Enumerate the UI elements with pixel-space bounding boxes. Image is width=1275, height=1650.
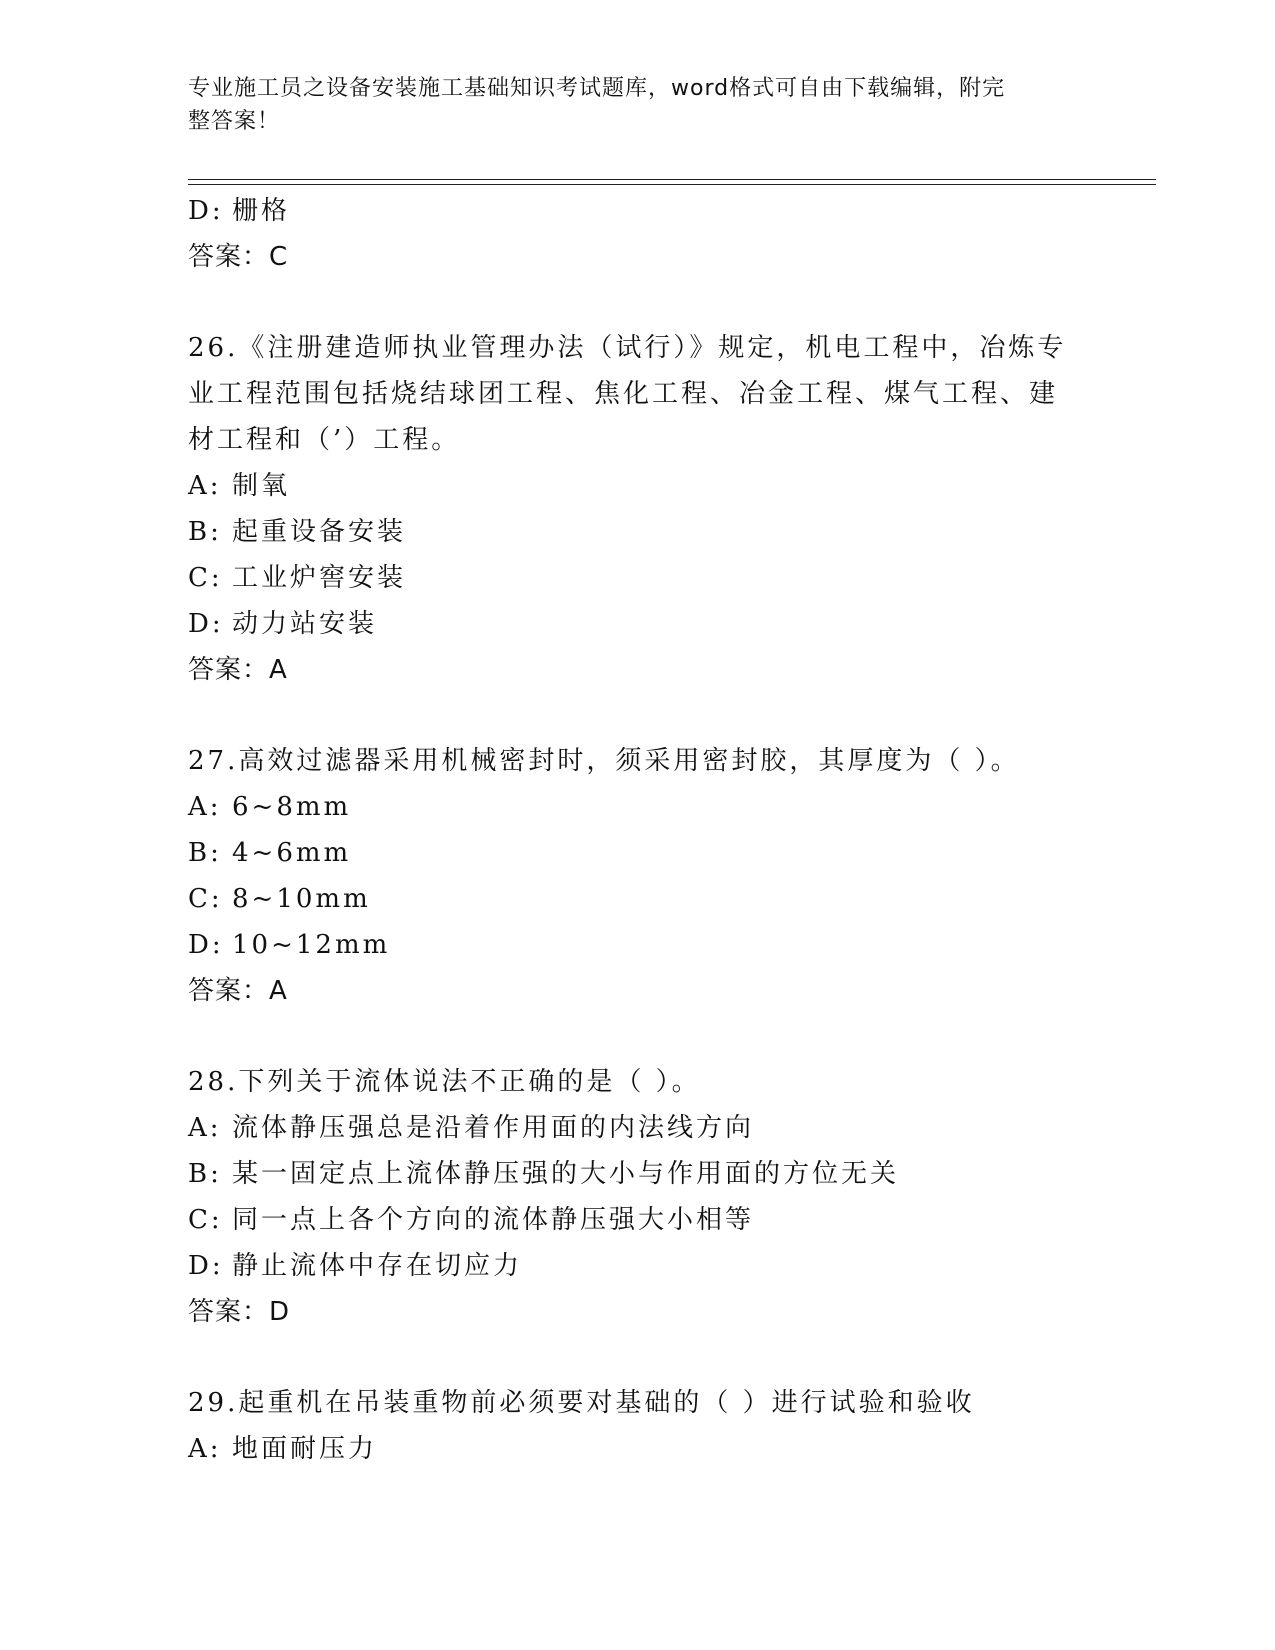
option-key: B: xyxy=(188,838,222,868)
document-header xyxy=(188,72,1068,138)
q28-option-c xyxy=(188,1197,1088,1243)
q27-option-b xyxy=(188,830,1088,876)
q28-option-d xyxy=(188,1243,1088,1289)
option-text: 起重设备安装 xyxy=(232,517,407,547)
option-text: 地面耐压力 xyxy=(232,1434,378,1464)
option-text: 10~12mm xyxy=(232,930,391,960)
option-key: C: xyxy=(188,884,223,914)
document-body xyxy=(188,188,1088,1472)
q29-stem: 29.起重机在吊装重物前必须要对基础的（ ）进行试验和验收 xyxy=(188,1388,975,1418)
option-key: A: xyxy=(188,471,222,501)
q25-option-d xyxy=(188,188,1088,234)
q26-option-c xyxy=(188,555,1088,601)
option-key: D: xyxy=(188,196,224,226)
header-divider-top xyxy=(188,179,1156,180)
q28-option-b xyxy=(188,1151,1088,1197)
option-text: 栅格 xyxy=(232,196,291,226)
option-text: 同一点上各个方向的流体静压强大小相等 xyxy=(232,1205,755,1235)
q26-option-d xyxy=(188,601,1088,647)
option-text: 流体静压强总是沿着作用面的内法线方向 xyxy=(232,1113,755,1143)
option-text: 工业炉窖安装 xyxy=(232,563,407,593)
option-key: C: xyxy=(188,1205,223,1235)
q27-option-d xyxy=(188,922,1088,968)
q27-stem: 27.高效过滤器采用机械密封时，须采用密封胶，其厚度为（ ）。 xyxy=(188,746,1020,776)
q27-answer: 答案：A xyxy=(188,976,288,1006)
option-key: C: xyxy=(188,563,223,593)
q27-option-c xyxy=(188,876,1088,922)
option-key: D: xyxy=(188,609,224,639)
option-key: B: xyxy=(188,517,222,547)
q29-option-a xyxy=(188,1426,1088,1472)
option-text: 动力站安装 xyxy=(232,609,378,639)
q28-option-a xyxy=(188,1105,1088,1151)
q26-stem-line-2: 业工程范围包括烧结球团工程、焦化工程、冶金工程、煤气工程、建 xyxy=(188,379,1059,409)
option-text: 静止流体中存在切应力 xyxy=(232,1251,523,1281)
q26-option-b xyxy=(188,509,1088,555)
q28-answer: 答案：D xyxy=(188,1297,291,1327)
q26-answer: 答案：A xyxy=(188,655,288,685)
q26-stem-line-3: 材工程和（’）工程。 xyxy=(188,425,461,455)
q27-option-a xyxy=(188,784,1088,830)
option-key: A: xyxy=(188,792,222,822)
q26-option-a xyxy=(188,463,1088,509)
option-text: 6~8mm xyxy=(232,792,352,822)
header-divider-bottom xyxy=(188,184,1156,185)
header-line-2: 整答案！ xyxy=(188,109,281,134)
header-line-1: 专业施工员之设备安装施工基础知识考试题库，word格式可自由下载编辑，附完 xyxy=(188,76,1006,101)
option-key: A: xyxy=(188,1434,222,1464)
option-text: 8~10mm xyxy=(232,884,371,914)
option-text: 4~6mm xyxy=(232,838,352,868)
option-text: 某一固定点上流体静压强的大小与作用面的方位无关 xyxy=(232,1159,900,1189)
q26-stem-line-1: 26.《注册建造师执业管理办法（试行）》规定，机电工程中，冶炼专 xyxy=(188,333,1067,363)
option-key: A: xyxy=(188,1113,222,1143)
q25-answer: 答案：C xyxy=(188,242,289,272)
option-key: D: xyxy=(188,930,224,960)
option-text: 制氧 xyxy=(232,471,291,501)
option-key: B: xyxy=(188,1159,222,1189)
option-key: D: xyxy=(188,1251,224,1281)
q28-stem: 28.下列关于流体说法不正确的是（ ）。 xyxy=(188,1067,701,1097)
